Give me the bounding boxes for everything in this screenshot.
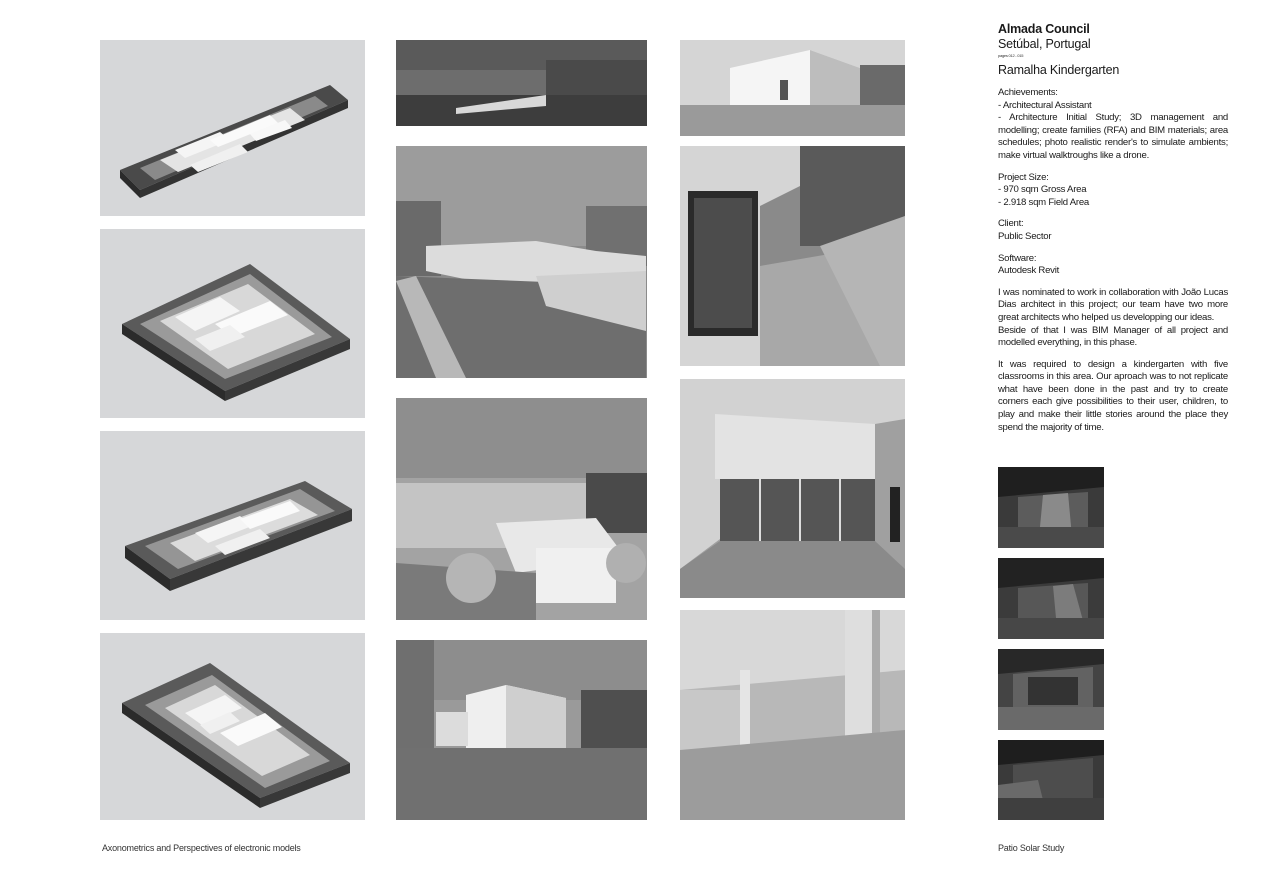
project-size-label: Project Size:: [998, 171, 1049, 183]
perspective-render-7: [680, 379, 905, 598]
axonometric-view-4: [100, 633, 365, 820]
client-value: Public Sector: [998, 230, 1052, 242]
caption-solar-study: Patio Solar Study: [998, 843, 1065, 853]
size-item: - 970 sqm Gross Area: [998, 184, 1087, 196]
perspective-render-1: [396, 40, 647, 126]
perspective-render-8: [680, 610, 905, 820]
achievements-label: Achievements:: [998, 87, 1058, 98]
client-label: Client:: [998, 218, 1024, 230]
solar-study-thumb-3: [998, 649, 1104, 730]
description-paragraph: Beside of that I was BIM Manager of all project and modelled everything, in this phase.: [998, 324, 1228, 349]
perspective-render-3: [396, 398, 647, 620]
achievement-item: - Architecture Initial Study; 3D management and modelling; create families (RFA) and BIM materials; area schedules; photo realistic render's to simulate ambients; make virtual walktroughs like a drone.: [998, 112, 1228, 161]
solar-study-thumb-1: [998, 467, 1104, 548]
page-reference: pages 012 - 015: [998, 53, 1024, 58]
perspective-render-5: [680, 40, 905, 136]
description-paragraph: I was nominated to work in collaboration with João Lucas Dias architect in this project; our team have two more great architects who helped us developping our ideas.: [998, 286, 1228, 323]
solar-study-thumb-4: [998, 740, 1104, 820]
size-item: - 2.918 sqm Field Area: [998, 196, 1090, 208]
axonometric-view-3: [100, 431, 365, 620]
achievement-item: - Architectural Assistant: [998, 99, 1092, 111]
solar-study-thumb-2: [998, 558, 1104, 639]
software-label: Software:: [998, 252, 1037, 264]
perspective-render-4: [396, 640, 647, 820]
software-value: Autodesk Revit: [998, 265, 1060, 277]
perspective-render-2: [396, 146, 647, 378]
axonometric-view-1: [100, 40, 365, 216]
perspective-render-6: [680, 146, 905, 366]
axonometric-view-2: [100, 229, 365, 418]
caption-axonometrics: Axonometrics and Perspectives of electronic models: [102, 843, 301, 853]
project-title: Ramalha Kindergarten: [998, 63, 1120, 77]
description-paragraph: It was required to design a kindergarten with five classrooms in this area. Our aproach was to not replicate what have been done in the past and try to create corners each give possibilities to their user, children, to play and make their little stories around the place they spend the majority of time.: [998, 358, 1228, 433]
location: Setúbal, Portugal: [998, 37, 1091, 51]
project-info: [998, 22, 1228, 434]
organization-name: Almada Council: [998, 22, 1090, 36]
